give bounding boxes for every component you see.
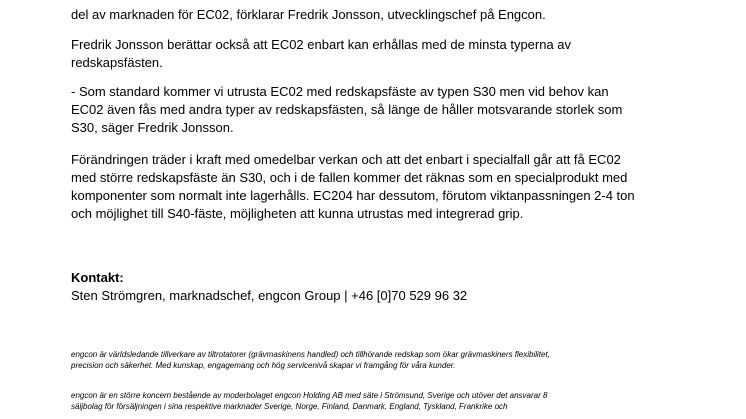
paragraph-intro [71,0,691,23]
text-line: med större redskapsfäste än S30, och i de fallen kommer det räknas som en specialprodukt med [71,170,628,185]
text-line: Fredrik Jonsson berättar också att EC02 enbart kan erhållas med de minsta typerna av [71,37,572,52]
text-line: och möjlighet till S40-fäste, möjligheten att kunna utrustas med integrerad grip. [71,206,524,221]
text-line: S30, säger Fredrik Jonsson. [71,120,234,135]
paragraph-forandringen [71,151,691,223]
footer-line: engcon är världsledande tillverkare av tiltrotatorer (grävmaskinens handled) och tillhörande redskap som ökar grävmaskiners flexibilitet, [71,350,550,359]
text-line: del av marknaden för EC02, förklarar Fredrik Jonsson, utvecklingschef på Engcon. [71,7,546,22]
text-line: - Som standard kommer vi utrusta EC02 med redskapsfäste av typen S30 men vid behov kan [71,84,609,99]
footer-line: engcon är en större koncern bestående av moderbolaget engcon Holding AB med säte i Strömsund, Sverige och utöver det ansvarar 8 [71,391,548,400]
footer-line: säljbolag för försäljningen i sina respektive marknader Sverige, Norge, Finland, Danmark, England, Tyskland, Frankrike och [71,402,508,411]
contact-heading: Kontakt: [71,270,124,285]
paragraph-minsta-fasten [71,36,691,72]
footer-group [71,390,681,412]
text-line: Förändringen träder i kraft med omedelbar verkan och att det enbart i specialfall går att få EC02 [71,152,621,167]
text-line: redskapsfästen. [71,55,163,70]
footer-line: precision och säkerhet. Med kunskap, engagemang och hög servicenivå skapar vi framgång för våra kunder. [71,361,456,370]
footer-about [71,349,681,371]
text-line: komponenter som normalt inte lagerhålls. EC204 har dessutom, förutom viktanpassningen 2-4 ton [71,188,635,203]
contact-details: Sten Strömgren, marknadschef, engcon Group | +46 [0]70 529 96 32 [71,288,468,303]
paragraph-quote [71,83,691,137]
text-line: EC02 även fås med andra typer av redskapsfästen, så länge de håller motsvarande storlek som [71,102,623,117]
